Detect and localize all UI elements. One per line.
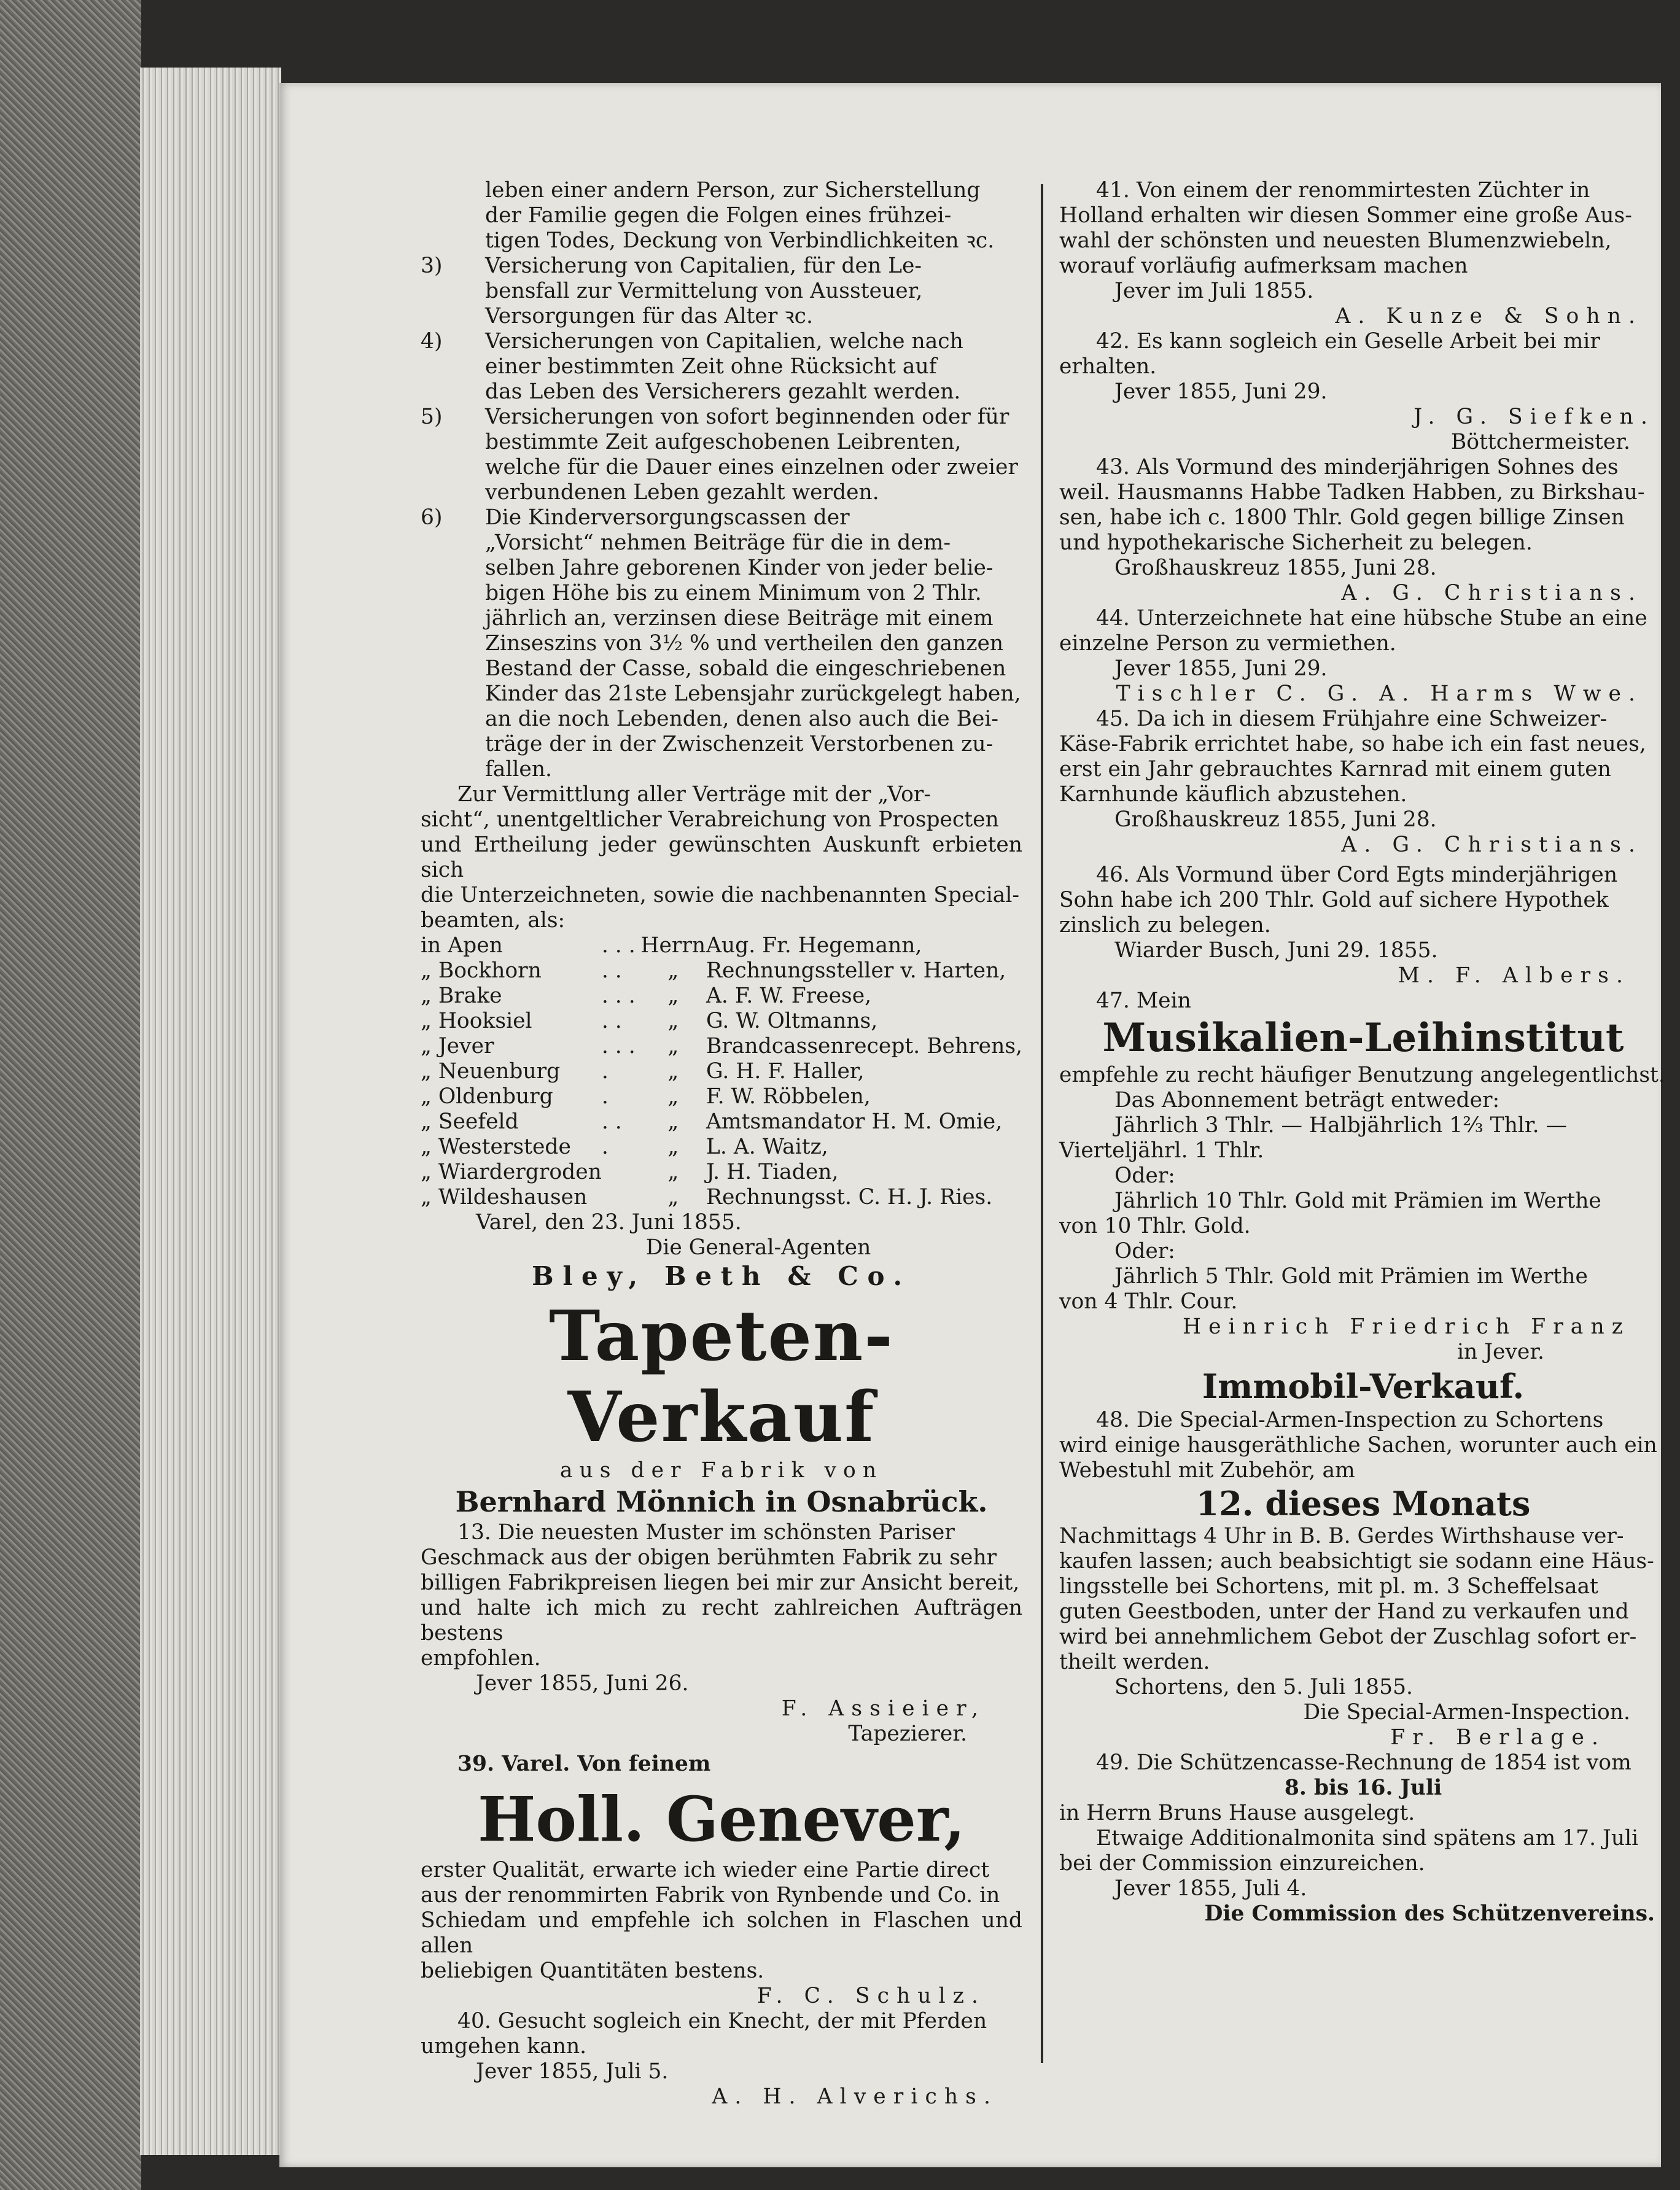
ad48-line: wird einige hausgeräthliche Sachen, worunter auch ein [1059, 1433, 1657, 1458]
agent-place: „ Oldenburg [421, 1084, 553, 1109]
item-line: bestimmte Zeit aufgeschobenen Leibrenten, [485, 430, 962, 454]
agent-dots: . [601, 1059, 609, 1084]
ad47-line: empfehle zu recht häufiger Benutzung angelegentlichst. [1059, 1063, 1665, 1087]
agent-list [421, 933, 1022, 1210]
agent-dots: . . [601, 1109, 622, 1134]
ad45-line: Karnhunde käuflich abzustehen. [1059, 782, 1407, 807]
item-line: verbundenen Leben gezahlt werden. [485, 480, 879, 505]
ad48-name: Fr. Berlage. [1390, 1725, 1606, 1750]
ad49-date: Jever 1855, Juli 4. [1114, 1876, 1307, 1901]
ad42-signature: J. G. Siefken. [1414, 405, 1655, 429]
ad42-line: 42. Es kann sogleich ein Geselle Arbeit bei mir [1096, 329, 1600, 354]
column-divider [1041, 184, 1043, 2063]
ad40-date: Jever 1855, Juli 5. [476, 2059, 669, 2084]
vermittlung-line: Zur Vermittlung aller Verträge mit der „Vor- [457, 782, 931, 807]
agent-row [421, 958, 1022, 984]
ad46-line: 46. Als Vormund über Cord Egts minderjährigen [1096, 863, 1618, 887]
ad41-signature: A. Kunze & Sohn. [1335, 304, 1643, 328]
agent-title: „ [667, 958, 679, 983]
agent-place: „ Neuenburg [421, 1059, 561, 1084]
agent-dots: . . [601, 958, 622, 983]
varel-date: Varel, den 23. Juni 1855. [476, 1210, 742, 1235]
ad47-line: von 4 Thlr. Cour. [1059, 1289, 1238, 1314]
ad39-intro: 39. Varel. Von feinem [457, 1752, 711, 1776]
item-number: 3) [421, 254, 443, 278]
vermittlung-line: sicht“, unentgeltlicher Verabreichung von Prospecten [421, 807, 999, 832]
agent-title: „ [667, 1185, 679, 1210]
ad48-line: kaufen lassen; auch beabsichtigt sie sodann eine Häus- [1059, 1549, 1654, 1574]
item-line: Versorgungen für das Alter ꝛc. [485, 304, 813, 328]
ad39-line: erster Qualität, erwarte ich wieder eine Partie direct [421, 1858, 990, 1882]
ad43-signature: A. G. Christians. [1341, 581, 1643, 605]
item-line: an die noch Lebenden, denen also auch die Bei- [485, 707, 999, 731]
agent-title: „ [667, 1009, 679, 1033]
agent-row [421, 1160, 1022, 1185]
ad47-line: Jährlich 5 Thlr. Gold mit Prämien im Werthe [1114, 1264, 1588, 1289]
item-line: Versicherungen von sofort beginnenden oder für [485, 405, 1009, 429]
insurance-item-6 [421, 505, 1022, 782]
ad39-line: Schiedam und empfehle ich solchen in Flaschen und allen [421, 1908, 1022, 1958]
ad40-signature: A. H. Alverichs. [712, 2084, 998, 2109]
monats-heading: 12. dieses Monats [1196, 1484, 1531, 1523]
agent-place: „ Jever [421, 1034, 494, 1058]
ad45-line: Käse-Fabrik errichtet habe, so habe ich ein fast neues, [1059, 732, 1646, 756]
item-line: jährlich an, verzinsen diese Beiträge mit einem [485, 606, 994, 631]
item-line: Versicherungen von Capitalien, welche nach [485, 329, 963, 354]
ad45-signature: A. G. Christians. [1341, 833, 1643, 857]
ad41-line: Holland erhalten wir diesen Sommer eine große Aus- [1059, 203, 1632, 228]
ad41-line: worauf vorläufig aufmerksam machen [1059, 254, 1468, 278]
ad46-date: Wiarder Busch, Juni 29. 1855. [1114, 938, 1438, 963]
agent-name: F. W. Röbbelen, [706, 1084, 871, 1109]
agent-name: Brandcassenrecept. Behrens, [706, 1034, 1022, 1058]
ad47-line: Jährlich 3 Thlr. — Halbjährlich 1⅔ Thlr. — [1114, 1113, 1568, 1138]
ad42-date: Jever 1855, Juni 29. [1114, 379, 1328, 404]
ad47-line: von 10 Thlr. Gold. [1059, 1214, 1251, 1238]
agent-name: G. W. Oltmanns, [706, 1009, 878, 1033]
ad45-line: 45. Da ich in diesem Frühjahre eine Schweizer- [1096, 707, 1608, 731]
insurance-item-3 [421, 254, 1022, 329]
agent-title: „ [667, 1059, 679, 1084]
agent-place: „ Wildeshausen [421, 1185, 588, 1210]
ad44-line: 44. Unterzeichnete hat eine hübsche Stube an eine [1096, 606, 1647, 631]
ad39-signature: F. C. Schulz. [756, 1984, 986, 2008]
agent-row [421, 1135, 1022, 1160]
agent-title: Herrn [640, 933, 706, 958]
agent-dots [602, 1185, 640, 1210]
ad46-line: zinslich zu belegen. [1059, 913, 1271, 938]
agent-row [421, 1109, 1022, 1135]
agent-name: Amtsmandator H. M. Omie, [706, 1109, 1003, 1134]
intro-line: leben einer andern Person, zur Sicherstellung [485, 178, 981, 203]
newspaper-page [279, 83, 1665, 2167]
ad13-line: und halte ich mich zu recht zahlreichen Aufträgen bestens [421, 1596, 1022, 1645]
insurance-item-5 [421, 405, 1022, 505]
ad45-line: erst ein Jahr gebrauchtes Karnrad mit einem guten [1059, 757, 1611, 782]
agent-name: Aug. Fr. Hegemann, [706, 933, 922, 958]
item-line: welche für die Dauer eines einzelnen oder zweier [485, 455, 1018, 480]
intro-line: der Familie gegen die Folgen eines frühzei- [485, 203, 952, 228]
agent-name: A. F. W. Freese, [706, 984, 872, 1008]
ad43-line: sen, habe ich c. 1800 Thlr. Gold gegen billige Zinsen [1059, 505, 1625, 530]
agent-row [421, 1034, 1022, 1059]
ad49-line: 49. Die Schützencasse-Rechnung de 1854 ist vom [1096, 1750, 1631, 1775]
agent-dots: . [601, 1135, 609, 1159]
ad48-line: Nachmittags 4 Uhr in B. B. Gerdes Wirthshause ver- [1059, 1524, 1624, 1548]
agent-name: Rechnungssteller v. Harten, [706, 958, 1006, 983]
ad47-signature: Heinrich Friedrich Franz [1183, 1314, 1630, 1339]
item-number: 5) [421, 405, 443, 429]
ad48-line: Webestuhl mit Zubehör, am [1059, 1458, 1355, 1483]
vermittlung-line: die Unterzeichneten, sowie die nachbenannten Special- [421, 883, 1020, 907]
agent-dots: . [601, 1084, 609, 1109]
ad13-line: Geschmack aus der obigen berühmten Fabrik zu sehr [421, 1545, 997, 1570]
agent-dots: . . . [601, 1034, 636, 1058]
item-line: Zinseszins von 3½ % und vertheilen den ganzen [485, 631, 1004, 656]
ad43-date: Großhauskreuz 1855, Juni 28. [1114, 556, 1437, 580]
fabrik-name: Bernhard Mönnich in Osnabrück. [455, 1485, 988, 1518]
ad47-line: Jährlich 10 Thlr. Gold mit Prämien im Werthe [1114, 1189, 1601, 1213]
ad48-date: Schortens, den 5. Juli 1855. [1114, 1675, 1413, 1699]
genever-heading: Holl. Genever, [477, 1783, 966, 1855]
ad49-dates: 8. bis 16. Juli [1284, 1776, 1442, 1800]
agent-row [421, 1009, 1022, 1034]
ad13-line: empfohlen. [421, 1646, 541, 1671]
agent-place: „ Bockhorn [421, 958, 542, 983]
agent-place: „ Westerstede [421, 1135, 571, 1159]
ad44-signature: Tischler C. G. A. Harms Wwe. [1116, 681, 1643, 706]
ad48-line: lingsstelle bei Schortens, mit pl. m. 3 Scheffelsaat [1059, 1574, 1599, 1599]
ad41-date: Jever im Juli 1855. [1114, 279, 1314, 303]
ad47-location: in Jever. [1456, 1340, 1544, 1364]
vermittlung-line: beamten, als: [421, 908, 566, 933]
intro-line: tigen Todes, Deckung von Verbindlichkeiten ꝛc. [485, 228, 995, 253]
agent-place: „ Hooksiel [421, 1009, 532, 1033]
ad49-line: bei der Commission einzureichen. [1059, 1851, 1425, 1876]
agent-row [421, 1084, 1022, 1109]
ad48-signature: Die Special-Armen-Inspection. [1303, 1700, 1630, 1725]
musikalien-heading: Musikalien-Leihinstitut [1102, 1015, 1624, 1061]
agent-place: in Apen [421, 933, 503, 958]
agent-dots: . . [601, 1009, 622, 1033]
item-line: selben Jahre geborenen Kinder von jeder belie- [485, 556, 994, 580]
ad47-line: Vierteljährl. 1 Thlr. [1059, 1138, 1264, 1163]
ad13-date: Jever 1855, Juni 26. [476, 1671, 689, 1696]
agent-row [421, 1185, 1022, 1210]
item-line: einer bestimmten Zeit ohne Rücksicht auf [485, 354, 937, 379]
ad44-line: einzelne Person zu vermiethen. [1059, 631, 1396, 656]
aus-der-fabrik: aus der Fabrik von [559, 1458, 884, 1483]
ad40-line: 40. Gesucht sogleich ein Knecht, der mit Pferden [457, 2009, 987, 2033]
agent-title: „ [667, 1034, 679, 1058]
ad48-line: wird bei annehmlichem Gebot der Zuschlag sofort er- [1059, 1625, 1637, 1649]
right-column [1059, 178, 1667, 1927]
ad13-signature: F. Assieier, [781, 1696, 986, 1721]
item-line: Bestand der Casse, sobald die eingeschriebenen [485, 656, 1006, 681]
ad46-signature: M. F. Albers. [1398, 963, 1630, 988]
immobil-heading: Immobil-Verkauf. [1202, 1367, 1525, 1406]
agent-name: G. H. F. Haller, [706, 1059, 865, 1084]
left-column [421, 178, 1022, 2110]
ad44-date: Jever 1855, Juni 29. [1114, 656, 1328, 681]
ad43-line: und hypothekarische Sicherheit zu belegen. [1059, 530, 1533, 555]
item-line: bensfall zur Vermittelung von Aussteuer, [485, 279, 923, 303]
agent-place: „ Brake [421, 984, 502, 1008]
agent-title: „ [667, 1109, 679, 1134]
ad47-intro: 47. Mein [1096, 988, 1191, 1013]
tapeten-heading: Tapeten-Verkauf [549, 1296, 894, 1458]
item-line: Kinder das 21ste Lebensjahr zurückgelegt haben, [485, 681, 1021, 706]
bley-beth-signature: Bley, Beth & Co. [532, 1261, 911, 1291]
agent-title: „ [667, 1084, 679, 1109]
ad43-line: weil. Hausmanns Habbe Tadken Habben, zu Birkshau- [1059, 480, 1645, 505]
ad13-line: 13. Die neuesten Muster im schönsten Pariser [457, 1520, 955, 1545]
ad49-signature: Die Commission des Schützenvereins. [1204, 1901, 1655, 1926]
ad48-line: theilt werden. [1059, 1650, 1210, 1674]
agent-dots [602, 1160, 640, 1185]
agent-name: Rechnungsst. C. H. J. Ries. [706, 1185, 993, 1210]
item-line: fallen. [485, 757, 553, 782]
agent-row [421, 984, 1022, 1009]
ad45-date: Großhauskreuz 1855, Juni 28. [1114, 807, 1437, 832]
item-line: „Vorsicht“ nehmen Beiträge für die in dem- [485, 530, 951, 555]
item-line: bigen Höhe bis zu einem Minimum von 2 Thlr. [485, 581, 982, 605]
agent-place: „ Wiardergroden [421, 1160, 602, 1184]
vermittlung-line: und Ertheilung jeder gewünschten Auskunft erbieten sich [421, 833, 1022, 882]
ad49-line: Etwaige Additionalmonita sind spätens am 17. Juli [1096, 1826, 1639, 1850]
agent-dots: . . . [601, 933, 636, 958]
agent-row [421, 933, 1022, 958]
agent-title: „ [667, 984, 679, 1008]
agent-title: „ [667, 1160, 679, 1184]
ad40-line: umgehen kann. [421, 2034, 587, 2059]
page-edges [140, 68, 281, 2155]
ad41-line: wahl der schönsten und neuesten Blumenzwiebeln, [1059, 228, 1612, 253]
ad39-line: beliebigen Quantitäten bestens. [421, 1959, 764, 1983]
item-number: 4) [421, 329, 443, 354]
ad42-line: erhalten. [1059, 354, 1157, 379]
ad49-line: in Herrn Bruns Hause ausgelegt. [1059, 1801, 1415, 1825]
insurance-item-4 [421, 329, 1022, 405]
ad41-line: 41. Von einem der renommirtesten Züchter in [1096, 178, 1590, 203]
ad47-line: Oder: [1114, 1163, 1175, 1188]
ad47-line: Oder: [1114, 1239, 1175, 1264]
item-number: 6) [421, 505, 443, 530]
ad48-line: guten Geestboden, unter der Hand zu verkaufen und [1059, 1599, 1629, 1624]
item-line: Versicherung von Capitalien, für den Le- [485, 254, 922, 278]
agent-name: J. H. Tiaden, [706, 1160, 839, 1184]
ad48-line: 48. Die Special-Armen-Inspection zu Schortens [1096, 1408, 1604, 1432]
ad13-line: billigen Fabrikpreisen liegen bei mir zur Ansicht bereit, [421, 1571, 1020, 1595]
item-line: Die Kinderversorgungscassen der [485, 505, 850, 530]
general-agenten: Die General-Agenten [645, 1235, 871, 1260]
agent-dots: . . . [601, 984, 636, 1008]
ad13-profession: Tapezierer. [848, 1722, 967, 1746]
agent-row [421, 1059, 1022, 1084]
ad43-line: 43. Als Vormund des minderjährigen Sohnes des [1096, 455, 1619, 480]
ad46-line: Sohn habe ich 200 Thlr. Gold auf sichere Hypothek [1059, 888, 1609, 912]
item-line: träge der in der Zwischenzeit Verstorbenen zu- [485, 732, 994, 756]
ad47-line: Das Abonnement beträgt entweder: [1114, 1088, 1500, 1112]
book-binding [0, 0, 141, 2190]
agent-name: L. A. Waitz, [706, 1135, 828, 1159]
ad42-profession: Böttchermeister. [1450, 430, 1630, 454]
item-line: das Leben des Versicherers gezahlt werden. [485, 379, 961, 404]
agent-title: „ [667, 1135, 679, 1159]
ad39-line: aus der renommirten Fabrik von Rynbende und Co. in [421, 1883, 1000, 1908]
agent-place: „ Seefeld [421, 1109, 519, 1134]
